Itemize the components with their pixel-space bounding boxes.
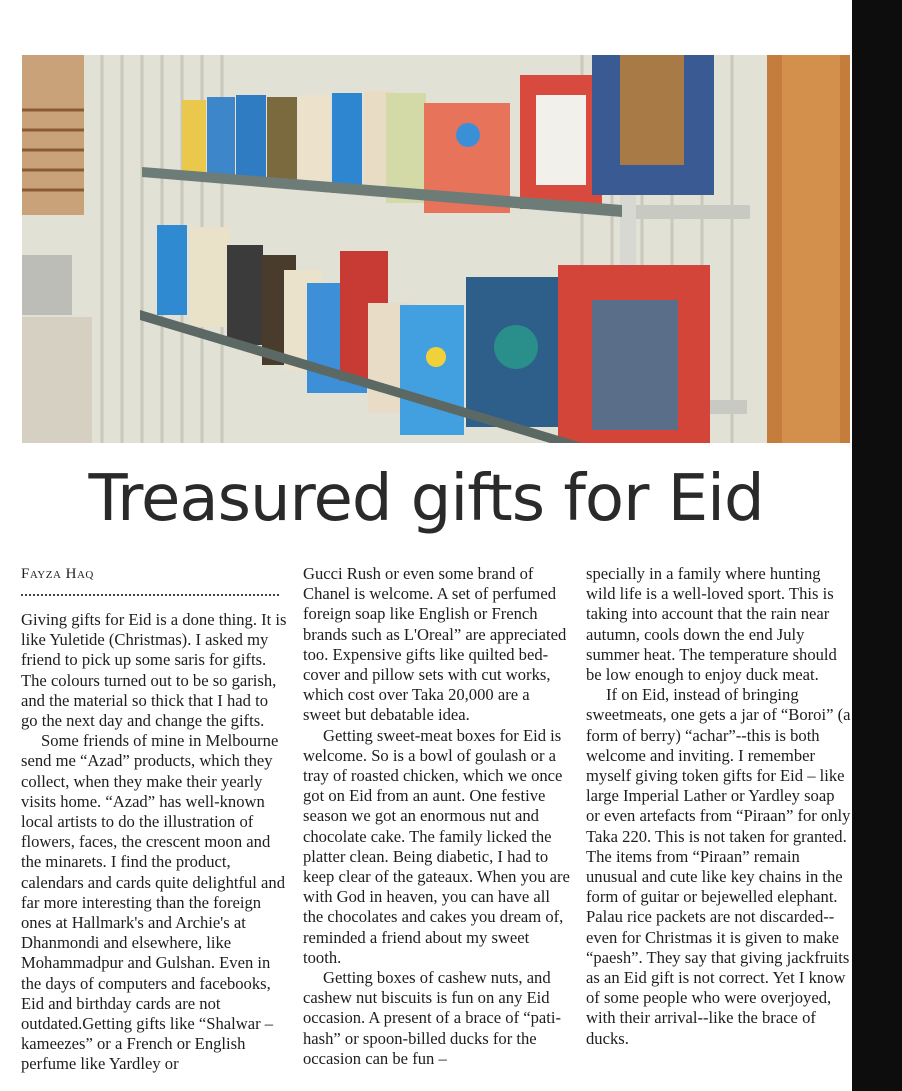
headline: Treasured gifts for Eid [88, 462, 764, 536]
article-photo [22, 55, 850, 443]
paragraph: Gucci Rush or even some brand of Chanel is welcome. A set of perfumed foreign soap like English or French brands such as L'Oreal” are appreciated too. Expensive gifts like quilted bed-cover and pillow sets with cut works, which cost over Taka 20,000 are a sweet but debatable idea. [303, 564, 567, 725]
paragraph: If on Eid, instead of bringing sweetmeats, one gets a jar of “Boroi” (a form of berry) “achar”--this is both welcome and inviting. I remember myself giving token gifts for Eid – like large Imperial Lather or Yardley soap or even artefacts from “Piraan” for only Taka 220. This is not taken for granted. The items from “Piraan” remain unusual and cute like key chains in the form of guitar or bejewelled elephant. Palau rice packets are not discarded--even for Christmas it is given to make “paesh”. They say that giving jackfruits as an Eid gift is not correct. Yet I know of some people who were overjoyed, with their arrival--like the brace of ducks. [586, 685, 851, 1048]
photo-illustration [22, 55, 850, 443]
page-edge-bar [852, 0, 902, 1091]
paragraph: Some friends of mine in Melbourne send me “Azad” products, which they collect, when they make their yearly visits home. “Azad” has well-known local artists to do the illustration of flowers, faces, the crescent moon and the minarets. I find the product, calendars and cards quite delightful and far more interesting than the foreign ones at Hallmark's and Archie's at Dhanmondi and elsewhere, like Mohammadpur and Gulshan. Even in the days of computers and facebooks, Eid and birthday cards are not outdated.Getting gifts like “Shalwar –kameezes” or a French or English perfume like Yardley or [21, 731, 286, 1074]
column-3 [586, 564, 852, 1049]
paragraph: specially in a family where hunting wild life is a well-loved sport. This is taking into account that the rain near autumn, cools down the end July summer heat. The temperature should be low enough to enjoy duck meat. [586, 564, 837, 685]
column-2 [303, 564, 571, 1069]
paragraph: Giving gifts for Eid is a done thing. It is like Yuletide (Christmas). I asked my friend to pick up some saris for gifts. The colours turned out to be so garish, and the material so thick that I had to go the next day and change the gifts. [21, 610, 287, 731]
byline-divider [21, 594, 279, 596]
byline: Fayza Haq [21, 566, 94, 582]
paragraph: Getting sweet-meat boxes for Eid is welcome. So is a bowl of goulash or a tray of roasted chicken, which we once got on Eid from an aunt. One festive season we got an enormous nut and chocolate cake. The family licked the platter clean. Being diabetic, I had to keep clear of the gateaux. When you are with God in heaven, you can have all the chocolates and cakes you dream of, reminded a friend about my sweet tooth. [303, 725, 570, 967]
paragraph: Getting boxes of cashew nuts, and cashew nut biscuits is fun on any Eid occasion. A present of a brace of “pati-hash” or spoon-billed ducks for the occasion can be fun – [303, 968, 562, 1068]
column-1 [21, 610, 287, 1075]
